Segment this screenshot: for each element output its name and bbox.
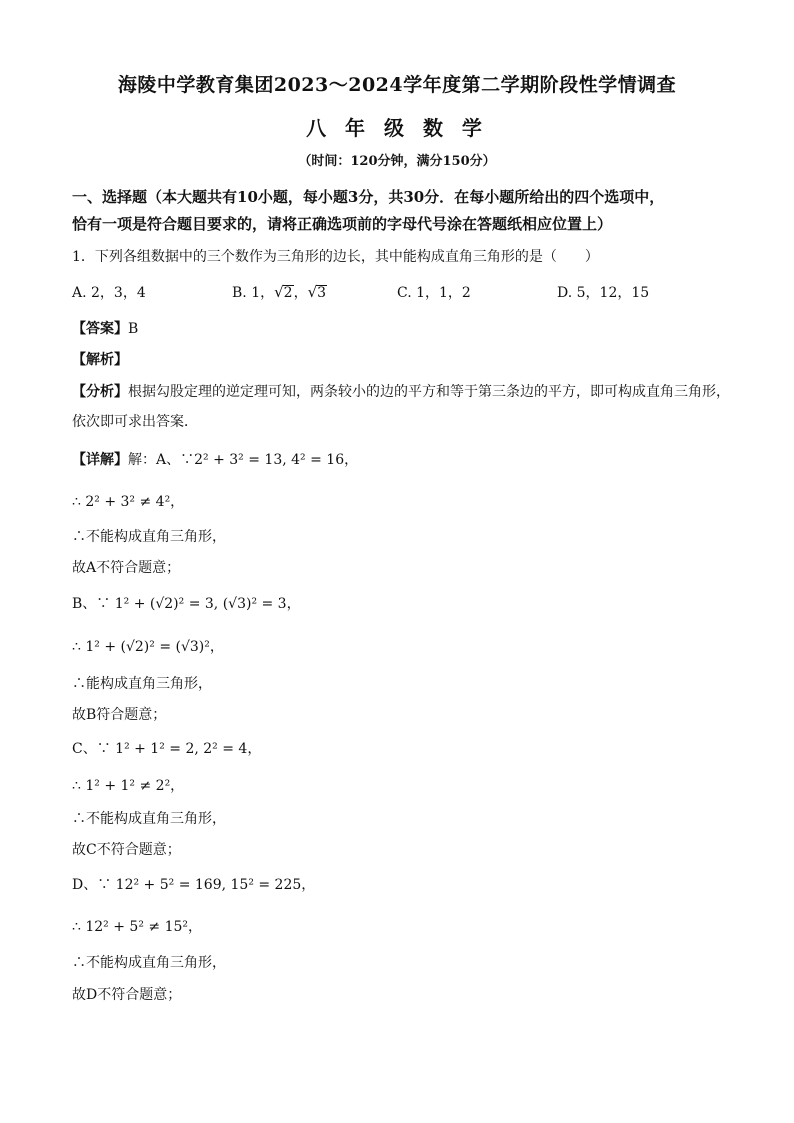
- detail-a-line3: ∴不能构成直角三角形，: [72, 529, 226, 545]
- detail-a-prefix: 解：A、∵: [128, 452, 195, 468]
- sqrt-sign: √: [307, 283, 318, 301]
- sqrt-sign: √: [274, 283, 284, 301]
- detail-a-line4: 故A不符合题意；: [72, 560, 181, 576]
- detail-c-line1: C、∵ 1² + 1² = 2, 2² = 4，: [72, 741, 262, 757]
- answer-value: B: [128, 321, 139, 337]
- option-b-separator: ，: [293, 285, 308, 301]
- answer-label: 【答案】: [72, 321, 128, 337]
- detail-c-line4: 故C不符合题意；: [72, 842, 181, 858]
- exam-title: 海陵中学教育集团2023～2024学年度第二学期阶段性学情调查: [117, 74, 677, 96]
- option-b-radicand2: 3: [317, 285, 327, 301]
- option-b: [232, 282, 327, 302]
- option-c: C. 1，1，2: [397, 285, 471, 301]
- fenxi-line1: [72, 381, 730, 401]
- detail-d-line1: D、∵ 12² + 5² = 169, 15² = 225，: [72, 877, 316, 893]
- detail-d-line4: 故D不符合题意；: [72, 987, 182, 1003]
- detail-b-line1: B、∵ 1² + (√2)² = 3, (√3)² = 3，: [72, 596, 301, 612]
- question-stem: 1．下列各组数据中的三个数作为三角形的边长，其中能构成直角三角形的是（ ）: [72, 249, 599, 265]
- detail-a-line1: 【详解】解：A、∵2² + 3² = 13, 4² = 16，: [72, 452, 359, 468]
- detail-b-line2: ∴ 1² + (√2)² = (√3)²，: [72, 639, 224, 655]
- fenxi-label: 【分析】: [72, 384, 128, 400]
- detail-a-math: 2² + 3² = 13, 4² = 16: [194, 452, 345, 468]
- section-heading-line1: 一、选择题（本大题共有10小题，每小题3分，共30分．在每小题所给出的四个选项中，: [72, 188, 665, 206]
- fenxi-text1: 根据勾股定理的逆定理可知，两条较小的边的平方和等于第三条边的平方，即可构成直角三角形，: [128, 384, 730, 400]
- time-info: （时间：120分钟，满分150分）: [298, 154, 496, 169]
- option-d: D. 5，12，15: [557, 285, 650, 301]
- answer-line: [72, 318, 138, 338]
- detail-c-line3: ∴不能构成直角三角形，: [72, 811, 226, 827]
- option-b-prefix: B. 1，: [232, 285, 275, 301]
- detail-label: 【详解】: [72, 452, 128, 468]
- analysis-label-text: 【解析】: [72, 352, 128, 368]
- option-a: A. 2，3，4: [72, 285, 146, 301]
- detail-d-line2: ∴ 12² + 5² ≠ 15²，: [72, 919, 202, 935]
- detail-b-line3: ∴能构成直角三角形，: [72, 676, 212, 692]
- detail-d-line3: ∴不能构成直角三角形，: [72, 955, 226, 971]
- detail-a-line2: ∴ 2² + 3² ≠ 4²，: [72, 494, 185, 510]
- section-heading-line2: 恰有一项是符合题目要求的，请将正确选项前的字母代号涂在答题纸相应位置上）: [72, 215, 613, 233]
- fenxi-line2: 依次即可求出答案．: [72, 414, 198, 430]
- detail-c-line2: ∴ 1² + 1² ≠ 2²，: [72, 778, 185, 794]
- option-b-radicand1: 2: [283, 285, 293, 301]
- subject-title: 八 年 级 数 学: [306, 116, 488, 140]
- detail-b-line4: 故B符合题意；: [72, 707, 167, 723]
- analysis-label: [72, 349, 128, 369]
